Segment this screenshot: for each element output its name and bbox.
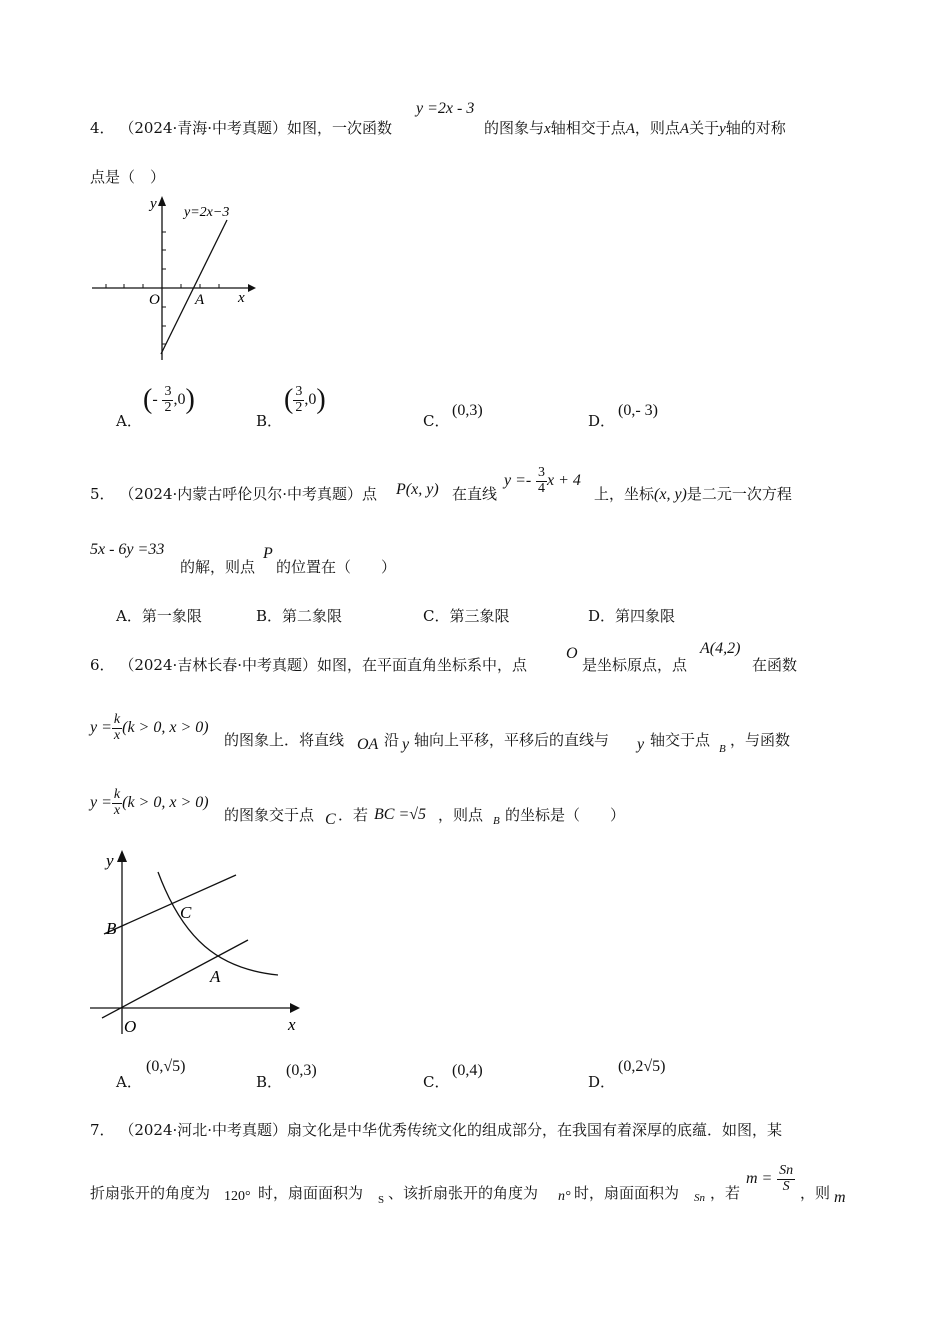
q6-line3c: ，则点 bbox=[438, 806, 484, 824]
q6-line3d: 的坐标是（ ） bbox=[505, 806, 626, 824]
q4-var-x: x bbox=[544, 121, 551, 137]
fraction bbox=[536, 466, 547, 496]
option-tail: ,0 bbox=[304, 391, 317, 408]
q4-number: 4． bbox=[90, 119, 115, 137]
q5-text: 点 bbox=[362, 485, 378, 503]
q4-graph bbox=[88, 192, 258, 362]
q5-option-d[interactable]: D．第四象限 bbox=[588, 607, 676, 625]
q4-graph-x-label: x bbox=[238, 290, 245, 306]
q6-line1c: 在函数 bbox=[752, 656, 798, 674]
q4-text: 的图象与 bbox=[484, 119, 545, 137]
q4-line1 bbox=[90, 117, 392, 138]
q6-option-b[interactable] bbox=[256, 1071, 282, 1092]
q4-option-c-value: (0,3) bbox=[452, 402, 483, 419]
q7-number: 7． bbox=[90, 1121, 115, 1139]
q6-line3b: ．若 bbox=[338, 806, 369, 824]
q4-text: 轴的对称 bbox=[725, 119, 786, 137]
option-label: C． bbox=[423, 1073, 450, 1091]
paren-close-icon: ) bbox=[185, 384, 195, 415]
q6-line1b: 是坐标原点，点 bbox=[582, 656, 688, 674]
q5-lhs: y =- bbox=[504, 472, 532, 490]
q6-graph-origin-label: O bbox=[124, 1017, 137, 1036]
q5-equation: 5x - 6y =33 bbox=[90, 541, 165, 558]
q7-m-equation bbox=[746, 1164, 795, 1194]
q6-option-d[interactable] bbox=[588, 1071, 615, 1092]
option-tail: ,0 bbox=[173, 391, 186, 408]
q6-option-c[interactable] bbox=[423, 1071, 449, 1092]
denominator: x bbox=[113, 802, 121, 818]
q4-point-a: A bbox=[625, 121, 635, 137]
q5-line1 bbox=[90, 483, 377, 504]
q4-graph-line-label: y=2x−3 bbox=[184, 205, 230, 220]
q7-line2b: 时，扇面面积为 bbox=[258, 1184, 364, 1202]
q4-text: ，则点 bbox=[634, 119, 680, 137]
q7-line2e: ，若 bbox=[710, 1184, 741, 1202]
q5-point-p bbox=[396, 481, 439, 499]
func-lhs: y = bbox=[90, 719, 112, 737]
q6-point-b: B bbox=[719, 743, 726, 755]
q7-line1 bbox=[90, 1119, 782, 1140]
q6-graph-b-label: B bbox=[106, 919, 117, 938]
q6-line2d: 轴交于点 bbox=[650, 731, 711, 749]
option-label: A． bbox=[116, 1073, 142, 1091]
q7-line2f: ，则 bbox=[800, 1184, 831, 1202]
func-lhs: y = bbox=[90, 794, 112, 812]
q5-xy: (x, y) bbox=[654, 486, 687, 503]
q5-pxy: (x, y) bbox=[405, 481, 439, 498]
option-label: D． bbox=[588, 1073, 616, 1091]
q6-line2c: 轴向上平移，平移后的直线与 bbox=[414, 731, 610, 749]
q7-line2: 折扇张开的角度为 bbox=[90, 1184, 211, 1202]
option-label: B． bbox=[256, 412, 283, 430]
q5-rhs: x + 4 bbox=[547, 472, 581, 490]
q6-graph-y-label: y bbox=[106, 851, 114, 870]
numerator: 3 bbox=[295, 383, 303, 399]
q4-line2: 点是（ ） bbox=[90, 168, 166, 186]
q4-function-line bbox=[161, 220, 227, 354]
q6-point-b: B bbox=[493, 815, 500, 827]
q5-line2 bbox=[180, 556, 255, 577]
q6-option-d-value: (0,2√5) bbox=[618, 1058, 666, 1075]
q6-line-oa-graph bbox=[102, 940, 248, 1018]
q6-function-1 bbox=[90, 713, 209, 743]
m-lhs: m = bbox=[746, 1170, 773, 1188]
q5-option-b[interactable]: B．第二象限 bbox=[256, 607, 343, 625]
q7-text: 扇文化是中华优秀传统文化的组成部分，在我国有着深厚的底蕴．如图，某 bbox=[287, 1121, 783, 1139]
q4-text: 关于 bbox=[689, 119, 720, 137]
q6-text: 如图，在平面直角坐标系中，点 bbox=[317, 656, 528, 674]
arrow-right-icon bbox=[290, 1003, 300, 1013]
q6-line1 bbox=[90, 654, 527, 675]
q5-line-equation bbox=[504, 466, 581, 496]
q6-hyperbola bbox=[158, 872, 278, 975]
q5-source: （2024·内蒙古呼伦贝尔·中考真题） bbox=[119, 485, 363, 503]
q5-text-line: 在直线 bbox=[452, 485, 498, 503]
q5-text: 上，坐标 bbox=[594, 485, 655, 503]
q6-number: 6． bbox=[90, 656, 115, 674]
denominator: 2 bbox=[164, 399, 172, 415]
q4-graph-origin-label: O bbox=[149, 292, 160, 308]
numerator: 3 bbox=[164, 383, 172, 399]
option-label: B． bbox=[256, 1073, 283, 1091]
numerator: k bbox=[113, 787, 121, 802]
q5-line1c bbox=[594, 483, 792, 504]
option-label: D． bbox=[588, 412, 616, 430]
q6-graph-x-label: x bbox=[288, 1015, 296, 1034]
q6-option-a-value: (0,√5) bbox=[146, 1058, 186, 1075]
paren-open-icon: ( bbox=[284, 384, 294, 415]
q4-graph-a-label: A bbox=[195, 292, 205, 308]
q4-option-d-value: (0,- 3) bbox=[618, 402, 658, 419]
q6-point-c: C bbox=[325, 811, 336, 828]
q5-text: 是二元一次方程 bbox=[686, 485, 792, 503]
fraction bbox=[293, 385, 304, 415]
q5-option-c[interactable]: C．第三象限 bbox=[423, 607, 510, 625]
denominator: 4 bbox=[538, 480, 546, 496]
q6-line2e: ，与函数 bbox=[730, 731, 791, 749]
paren-close-icon: ) bbox=[316, 384, 326, 415]
q7-var-s: S bbox=[378, 1194, 385, 1206]
q6-line-bc-graph bbox=[104, 875, 236, 934]
q4-option-b-value bbox=[284, 384, 326, 416]
q6-line3: 的图象交于点 bbox=[224, 806, 315, 824]
minus-sign: - bbox=[152, 391, 158, 408]
q6-function-2 bbox=[90, 788, 209, 818]
q4-formula: y =2x - 3 bbox=[416, 100, 475, 117]
q5-option-a[interactable]: A．第一象限 bbox=[116, 607, 202, 625]
q4-var-y: y bbox=[719, 121, 726, 137]
q7-source: （2024·河北·中考真题） bbox=[119, 1121, 288, 1139]
option-label: C． bbox=[423, 412, 450, 430]
q4-option-a[interactable] bbox=[116, 410, 142, 431]
q5-text: 的解，则点 bbox=[180, 558, 256, 576]
denominator: S bbox=[782, 1178, 790, 1194]
q6-line-oa: OA bbox=[357, 736, 379, 753]
q4-point-a: A bbox=[679, 121, 690, 137]
q5-line2b: 的位置在（ ） bbox=[276, 558, 397, 576]
option-label: A． bbox=[116, 412, 142, 430]
numerator: 3 bbox=[538, 465, 546, 480]
fraction bbox=[162, 385, 173, 415]
q4-option-b[interactable] bbox=[256, 410, 282, 431]
q6-option-c-value: (0,4) bbox=[452, 1062, 483, 1079]
q4-text: 如图，一次函数 bbox=[287, 119, 393, 137]
q7-var-sn: Sn bbox=[694, 1192, 705, 1204]
q6-option-a[interactable] bbox=[116, 1071, 142, 1092]
fraction bbox=[112, 713, 122, 743]
q6-bc-equation: BC =√5 bbox=[374, 806, 427, 823]
paren-open-icon: ( bbox=[143, 384, 153, 415]
q6-point-o: O bbox=[566, 645, 578, 662]
q6-graph-c-label: C bbox=[180, 903, 192, 922]
q4-line1b bbox=[484, 117, 786, 138]
func-condition: (k > 0, x > 0) bbox=[122, 719, 209, 737]
q7-var-m: m bbox=[834, 1189, 846, 1206]
q7-angle-n: n° bbox=[558, 1189, 571, 1204]
fraction bbox=[112, 788, 122, 818]
q6-var-y: y bbox=[402, 736, 410, 753]
q6-option-b-value: (0,3) bbox=[286, 1062, 317, 1079]
numerator: Sn bbox=[779, 1163, 794, 1178]
q4-option-d[interactable] bbox=[588, 410, 615, 431]
q6-line2: 的图象上．将直线 bbox=[224, 731, 345, 749]
arrow-up-icon bbox=[158, 196, 166, 206]
q6-var-y: y bbox=[637, 736, 645, 753]
q6-point-a: A(4,2) bbox=[700, 640, 741, 657]
q6-graph-a-label: A bbox=[210, 967, 221, 986]
arrow-up-icon bbox=[117, 850, 127, 862]
var-p: P bbox=[396, 481, 406, 498]
q7-angle-120: 120° bbox=[224, 1189, 251, 1204]
q6-source: （2024·吉林长春·中考真题） bbox=[119, 656, 318, 674]
q7-line2d: 时，扇面面积为 bbox=[574, 1184, 680, 1202]
q4-source: （2024·青海·中考真题） bbox=[119, 119, 288, 137]
q5-var-p: P bbox=[263, 545, 273, 562]
denominator: x bbox=[113, 727, 121, 743]
fraction bbox=[777, 1164, 795, 1194]
q4-text: 轴相交于点 bbox=[550, 119, 626, 137]
q5-number: 5． bbox=[90, 485, 115, 503]
q7-line2c: 、该折扇张开的角度为 bbox=[388, 1184, 539, 1202]
q4-option-c[interactable] bbox=[423, 410, 449, 431]
func-condition: (k > 0, x > 0) bbox=[122, 794, 209, 812]
denominator: 2 bbox=[295, 399, 303, 415]
arrow-right-icon bbox=[248, 284, 256, 292]
q4-option-a-value bbox=[143, 384, 195, 416]
q6-line2b: 沿 bbox=[384, 731, 400, 749]
q4-graph-y-label: y bbox=[150, 196, 157, 212]
q6-graph bbox=[88, 844, 308, 1040]
numerator: k bbox=[113, 712, 121, 727]
